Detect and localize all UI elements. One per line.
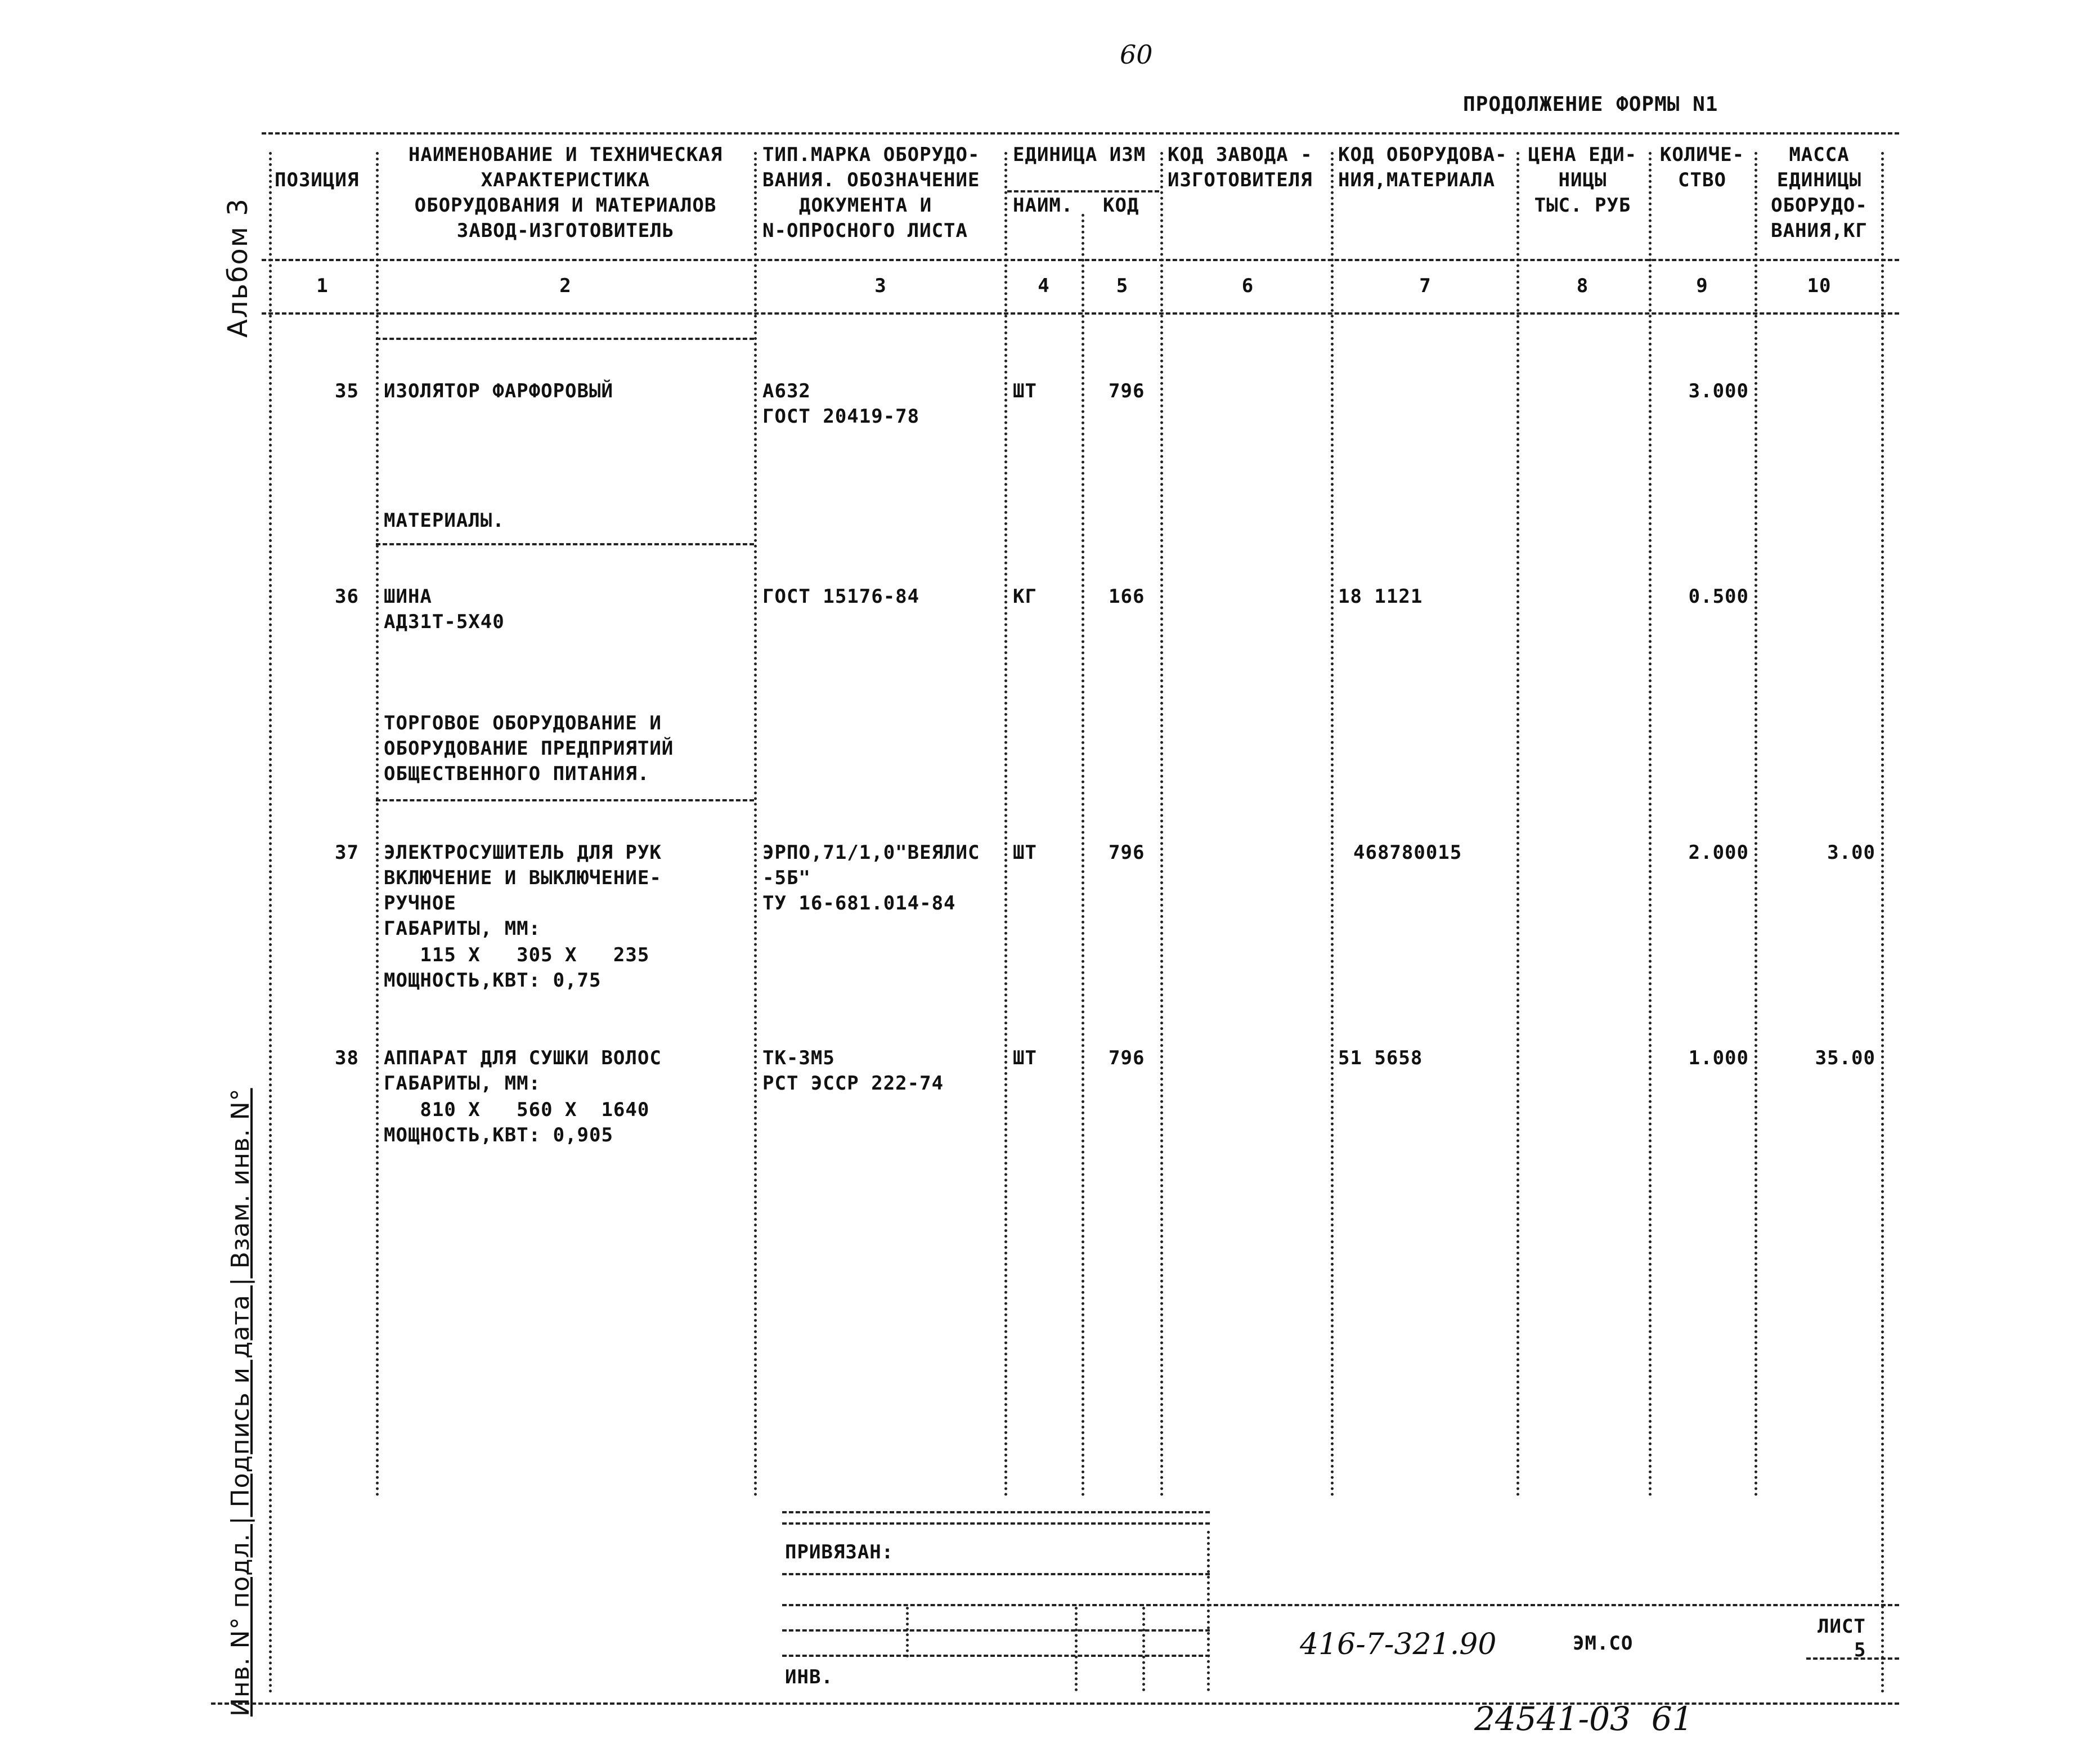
album-label: Альбом 3 <box>222 198 254 338</box>
row-equipment-code: 468780015 <box>1353 841 1462 864</box>
row-name-line: РУЧНОЕ <box>384 892 456 915</box>
header-col10-line4: ВАНИЯ,КГ <box>1771 219 1868 242</box>
stamp-document-suffix: ЭМ.СО <box>1573 1632 1634 1655</box>
row-name-line: ИЗОЛЯТОР ФАРФОРОВЫЙ <box>384 380 613 402</box>
row-unit-code: 166 <box>1109 585 1145 608</box>
col-sep-left <box>269 152 272 1694</box>
colnum-10: 10 <box>1807 275 1832 297</box>
row-name-line: ГАБАРИТЫ, ММ: <box>384 1072 541 1095</box>
row-name-line: МОЩНОСТЬ,КВТ: 0,75 <box>384 969 602 992</box>
header-col6-line2: ИЗГОТОВИТЕЛЯ <box>1168 169 1313 191</box>
header-col3-line4: N-ОПРОСНОГО ЛИСТА <box>762 219 968 242</box>
col-sep-2-3 <box>754 152 757 1497</box>
colnum-8: 8 <box>1576 275 1589 297</box>
header-col9-line1: КОЛИЧЕ- <box>1659 144 1745 166</box>
col-sep-6-7 <box>1331 152 1334 1497</box>
header-col2-line4: ЗАВОД-ИЗГОТОВИТЕЛЬ <box>456 219 675 242</box>
row-mass: 3.00 <box>1827 841 1875 864</box>
section-rule-2 <box>376 543 754 545</box>
stamp-rule <box>782 1655 1210 1657</box>
colnum-6: 6 <box>1241 275 1254 297</box>
header-col7-line2: НИЯ,МАТЕРИАЛА <box>1338 169 1496 191</box>
stamp-rule <box>782 1511 1210 1513</box>
header-col9-line2: СТВО <box>1678 169 1726 191</box>
stamp-rule <box>782 1573 1210 1575</box>
row-type-line: РСТ ЭССР 222-74 <box>762 1072 944 1095</box>
row-quantity: 3.000 <box>1688 380 1749 402</box>
row-type-line: ГОСТ 20419-78 <box>762 405 920 428</box>
colnum-7: 7 <box>1419 275 1432 297</box>
row-mass: 35.00 <box>1815 1047 1875 1069</box>
row-type-line: ГОСТ 15176-84 <box>762 585 920 608</box>
row-name-line: МОЩНОСТЬ,КВТ: 0,905 <box>384 1124 613 1146</box>
row-name-line: ЭЛЕКТРОСУШИТЕЛЬ ДЛЯ РУК <box>384 841 662 864</box>
col-sep-1-2 <box>376 152 379 1497</box>
header-col10-line3: ОБОРУДО- <box>1771 194 1868 217</box>
stamp-rule <box>1806 1657 1899 1660</box>
row-equipment-code: 51 5658 <box>1338 1047 1423 1069</box>
row-name-line: 810 Х 560 Х 1640 <box>384 1099 650 1121</box>
section-materials: МАТЕРИАЛЫ. <box>384 509 505 532</box>
row-type-line: ТК-3М5 <box>762 1047 835 1069</box>
header-col8-line2: НИЦЫ <box>1558 169 1607 191</box>
header-col4: НАИМ. <box>1013 194 1074 217</box>
header-bottom-rule <box>262 259 1899 261</box>
row-quantity: 0.500 <box>1688 585 1749 608</box>
colnum-1: 1 <box>316 275 329 297</box>
section-rule-1 <box>376 338 754 340</box>
appendix-title: ПРОДОЛЖЕНИЕ ФОРМЫ N1 <box>1463 93 1718 116</box>
row-position: 36 <box>335 585 359 608</box>
row-name-line: ШИНА <box>384 585 432 608</box>
row-quantity: 2.000 <box>1688 841 1749 864</box>
stamp-sheet-number: 5 <box>1854 1639 1866 1661</box>
header-col2-line3: ОБОРУДОВАНИЯ И МАТЕРИАЛОВ <box>414 194 717 217</box>
row-type-line: -5Б" <box>762 867 811 889</box>
colnum-5: 5 <box>1116 275 1129 297</box>
header-unit-subrule <box>1007 190 1159 192</box>
signature-block: Инв. N° подл. | Подпись и дата | Взам. инв. N° <box>226 1088 255 1717</box>
header-col10-line2: ЕДИНИЦЫ <box>1776 169 1862 191</box>
header-unit-top: ЕДИНИЦА ИЗМ <box>1013 144 1146 166</box>
col-sep-9-10 <box>1755 152 1757 1497</box>
table-top-rule <box>262 132 1899 135</box>
header-col2-line2: ХАРАКТЕРИСТИКА <box>481 169 650 191</box>
header-col3-line3: ДОКУМЕНТА И <box>799 194 932 217</box>
header-col5: КОД <box>1103 194 1139 217</box>
stamp-col-sep <box>1142 1607 1145 1691</box>
section-rule-3 <box>376 799 754 801</box>
row-type-line: А632 <box>762 380 811 402</box>
row-name-line: ГАБАРИТЫ, ММ: <box>384 917 541 940</box>
row-unit-code: 796 <box>1109 380 1145 402</box>
row-quantity: 1.000 <box>1688 1047 1749 1069</box>
row-name-line: 115 Х 305 Х 235 <box>384 944 650 966</box>
row-unit: ШТ <box>1013 380 1037 402</box>
header-col8-line3: ТЫС. РУБ <box>1534 194 1631 217</box>
row-unit: ШТ <box>1013 841 1037 864</box>
col-sep-8-9 <box>1649 152 1652 1497</box>
row-unit-code: 796 <box>1109 1047 1145 1069</box>
header-col8-line1: ЦЕНА ЕДИ- <box>1528 144 1637 166</box>
header-col6-line1: КОД ЗАВОДА - <box>1168 144 1313 166</box>
row-position: 37 <box>335 841 359 864</box>
row-type-line: ТУ 16-681.014-84 <box>762 892 956 915</box>
colnum-2: 2 <box>559 275 572 297</box>
colnum-4: 4 <box>1038 275 1050 297</box>
header-col3-line2: ВАНИЯ. ОБОЗНАЧЕНИЕ <box>762 169 980 191</box>
stamp-col-sep <box>1075 1607 1078 1691</box>
stamp-col-sep <box>1207 1531 1210 1691</box>
stamp-col-sep <box>906 1607 909 1657</box>
header-col10-line1: МАССА <box>1789 144 1850 166</box>
stamp-rule <box>782 1629 1210 1632</box>
row-equipment-code: 18 1121 <box>1338 585 1423 608</box>
stamp-sheet-label: ЛИСТ <box>1818 1615 1866 1638</box>
header-col1-line2: ПОЗИЦИЯ <box>275 169 360 191</box>
header-col7-line1: КОД ОБОРУДОВА- <box>1338 144 1507 166</box>
row-unit: КГ <box>1013 585 1037 608</box>
row-position: 35 <box>335 380 359 402</box>
col-sep-4-5 <box>1082 214 1084 1497</box>
stamp-bound-label: ПРИВЯЗАН: <box>785 1541 894 1563</box>
row-position: 38 <box>335 1047 359 1069</box>
col-sep-5-6 <box>1160 152 1163 1497</box>
colnum-3: 3 <box>874 275 887 297</box>
row-unit-code: 796 <box>1109 841 1145 864</box>
row-type-line: ЭРПО,71/1,0"ВЕЯЛИС <box>762 841 980 864</box>
stamp-document-code: 416-7-321.90 <box>1300 1628 1497 1661</box>
page-number: 60 <box>1120 39 1153 70</box>
stamp-inv-label: ИНВ. <box>785 1666 833 1688</box>
row-name-line: ВКЛЮЧЕНИЕ И ВЫКЛЮЧЕНИЕ- <box>384 867 662 889</box>
row-name-line: АД31Т-5Х40 <box>384 611 505 633</box>
row-unit: ШТ <box>1013 1047 1037 1069</box>
stamp-rule <box>782 1522 1210 1525</box>
col-sep-7-8 <box>1516 152 1519 1497</box>
col-sep-right <box>1881 152 1884 1694</box>
section-line: ОБОРУДОВАНИЕ ПРЕДПРИЯТИЙ <box>384 737 674 760</box>
handwritten-archive-number: 24541-03 61 <box>1474 1700 1693 1738</box>
col-sep-3-4 <box>1004 152 1007 1497</box>
row-name-line: АППАРАТ ДЛЯ СУШКИ ВОЛОС <box>384 1047 662 1069</box>
stamp-rule <box>782 1604 1899 1606</box>
colnum-9: 9 <box>1696 275 1708 297</box>
header-col2-line1: НАИМЕНОВАНИЕ И ТЕХНИЧЕСКАЯ <box>408 144 723 166</box>
header-col3-line1: ТИП.МАРКА ОБОРУДО- <box>762 144 980 166</box>
section-line: ТОРГОВОЕ ОБОРУДОВАНИЕ И <box>384 712 662 734</box>
colnum-bottom-rule <box>262 312 1899 315</box>
section-line: ОБЩЕСТВЕННОГО ПИТАНИЯ. <box>384 763 650 785</box>
